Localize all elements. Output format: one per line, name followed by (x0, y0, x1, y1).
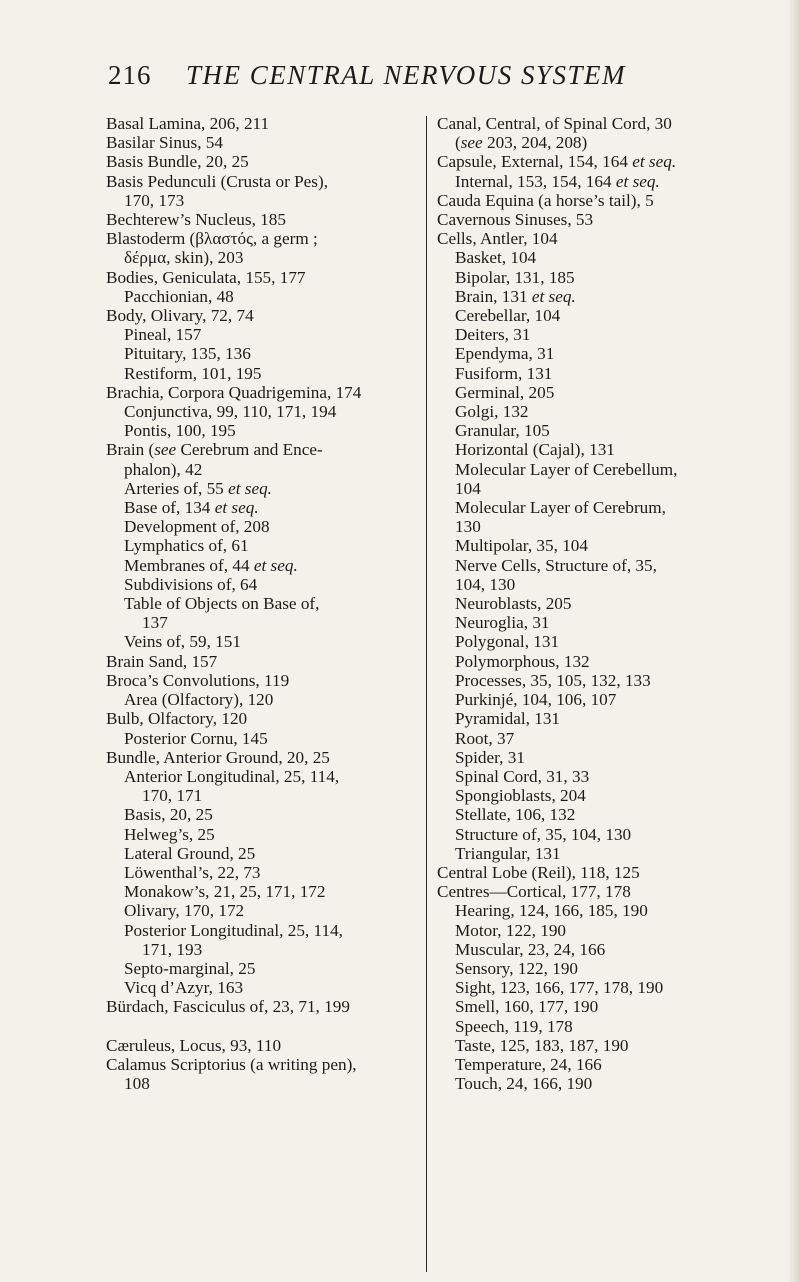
index-entry: Brain, 131 et seq. (455, 286, 576, 306)
index-entry: Central Lobe (Reil), 118, 125 (437, 862, 640, 882)
index-entry: Lymphatics of, 61 (124, 536, 249, 556)
index-entry: Bipolar, 131, 185 (455, 267, 575, 287)
index-entry: Bürdach, Fasciculus of, 23, 71, 199 (106, 997, 350, 1017)
index-entry: Pyramidal, 131 (455, 709, 561, 729)
index-entry: Membranes of, 44 et seq. (124, 555, 298, 575)
index-entry: Brain Sand, 157 (106, 651, 218, 671)
index-entry: Olivary, 170, 172 (124, 901, 245, 921)
index-entry: Basal Lamina, 206, 211 (106, 114, 270, 133)
index-entry: 130 (455, 517, 481, 537)
index-entry: Basis Pedunculi (Crusta or Pes), (106, 171, 328, 191)
index-entry: Bechterew’s Nucleus, 185 (106, 210, 286, 230)
index-entry: Muscular, 23, 24, 166 (455, 939, 606, 959)
index-entry: Bulb, Olfactory, 120 (106, 709, 248, 729)
index-column-left (106, 114, 416, 1093)
index-entry: 171, 193 (142, 939, 203, 959)
index-entry: Basis Bundle, 20, 25 (106, 152, 249, 172)
index-entry: Cæruleus, Locus, 93, 110 (106, 1035, 282, 1055)
index-entry: 108 (124, 1073, 150, 1093)
index-entry: Touch, 24, 166, 190 (455, 1074, 593, 1094)
index-entry: Conjunctiva, 99, 110, 171, 194 (124, 402, 337, 422)
page-header (0, 58, 800, 98)
index-entry: Neuroblasts, 205 (455, 594, 572, 614)
index-entry: Bodies, Geniculata, 155, 177 (106, 267, 306, 287)
index-entry: Cells, Antler, 104 (437, 229, 558, 249)
index-entry: Pacchionian, 48 (124, 286, 234, 306)
index-entry: 104, 130 (455, 574, 516, 594)
index-entry: Canal, Central, of Spinal Cord, 30 (437, 114, 672, 133)
index-entry: Posterior Cornu, 145 (124, 728, 268, 748)
index-entry: Subdivisions of, 64 (124, 574, 258, 594)
index-entry: Base of, 134 et seq. (124, 498, 259, 518)
index-entry: Polygonal, 131 (455, 632, 560, 652)
index-entry: Pineal, 157 (124, 325, 202, 345)
index-entry: Molecular Layer of Cerebellum, (455, 459, 678, 479)
index-entry: Development of, 208 (124, 517, 270, 537)
index-entry: Root, 37 (455, 728, 515, 748)
index-entry: Calamus Scriptorius (a writing pen), (106, 1054, 357, 1074)
index-entry: Lateral Ground, 25 (124, 843, 256, 863)
index-entry: Fusiform, 131 (455, 363, 553, 383)
index-entry: Body, Olivary, 72, 74 (106, 306, 254, 326)
index-entry: 104 (455, 478, 481, 498)
index-entry: Löwenthal’s, 22, 73 (124, 862, 261, 882)
index-entry: Multipolar, 35, 104 (455, 536, 588, 556)
index-column-right (437, 114, 775, 1093)
index-entry: Basket, 104 (455, 248, 537, 268)
index-entry: Golgi, 132 (455, 402, 529, 422)
index-entry: Anterior Longitudinal, 25, 114, (124, 766, 340, 786)
page-number: 216 (108, 60, 152, 90)
index-entry: Cauda Equina (a horse’s tail), 5 (437, 190, 654, 210)
index-entry: Germinal, 205 (455, 382, 555, 402)
index-entry: Area (Olfactory), 120 (124, 690, 274, 710)
index-entry: Broca’s Convolutions, 119 (106, 670, 290, 690)
index-entry: δέρμα, skin), 203 (124, 248, 244, 268)
index-entry: (see 203, 204, 208) (455, 133, 588, 153)
index-entry: Pituitary, 135, 136 (124, 344, 251, 364)
index-entry: Taste, 125, 183, 187, 190 (455, 1035, 629, 1055)
index-entry: Purkinjé, 104, 106, 107 (455, 690, 617, 710)
index-entry: Monakow’s, 21, 25, 171, 172 (124, 882, 326, 902)
index-entry: Deiters, 31 (455, 325, 531, 345)
index-entry: Pontis, 100, 195 (124, 421, 236, 441)
index-entry: Molecular Layer of Cerebrum, (455, 498, 666, 518)
index-entry: Hearing, 124, 166, 185, 190 (455, 901, 648, 921)
index-entry: Polymorphous, 132 (455, 651, 590, 671)
index-entry: Helweg’s, 25 (124, 824, 215, 844)
index-entry: phalon), 42 (124, 459, 203, 479)
index-entry: Nerve Cells, Structure of, 35, (455, 555, 657, 575)
index-entry: 170, 173 (124, 190, 185, 210)
index-gap (106, 1017, 416, 1036)
index-entry: Centres—Cortical, 177, 178 (437, 882, 631, 902)
index-entry: 137 (142, 613, 168, 633)
running-title: THE CENTRAL NERVOUS SYSTEM (186, 60, 627, 90)
index-entry: Structure of, 35, 104, 130 (455, 824, 632, 844)
index-entry: Ependyma, 31 (455, 344, 555, 364)
index-entry: Smell, 160, 177, 190 (455, 997, 599, 1017)
column-divider (426, 116, 427, 1272)
index-entry: Internal, 153, 154, 164 et seq. (455, 171, 660, 191)
index-entry: Granular, 105 (455, 421, 550, 441)
index-entry: Cerebellar, 104 (455, 306, 561, 326)
index-entry: Spongioblasts, 204 (455, 786, 586, 806)
index-entry: Basilar Sinus, 54 (106, 133, 223, 153)
index-entry: Posterior Longitudinal, 25, 114, (124, 920, 343, 940)
index-entry: 170, 171 (142, 786, 203, 806)
index-entry: Table of Objects on Base of, (124, 594, 320, 614)
index-entry: Sight, 123, 166, 177, 178, 190 (455, 978, 664, 998)
index-entry: Motor, 122, 190 (455, 920, 567, 940)
index-entry: Sensory, 122, 190 (455, 958, 579, 978)
index-entry: Blastoderm (βλαστός, a germ ; (106, 229, 318, 249)
index-entry: Brachia, Corpora Quadrigemina, 174 (106, 382, 362, 402)
index-entry: Basis, 20, 25 (124, 805, 213, 825)
index-entry: Triangular, 131 (455, 843, 561, 863)
index-entry: Capsule, External, 154, 164 et seq. (437, 152, 677, 172)
index-entry: Vicq d’Azyr, 163 (124, 978, 244, 998)
index-entry: Cavernous Sinuses, 53 (437, 210, 594, 230)
page-edge-shadow (788, 0, 800, 1282)
index-entry: Spinal Cord, 31, 33 (455, 766, 590, 786)
index-entry: Temperature, 24, 166 (455, 1054, 602, 1074)
index-entry: Arteries of, 55 et seq. (124, 478, 272, 498)
index-entry: Bundle, Anterior Ground, 20, 25 (106, 747, 330, 767)
index-entry: Septo-marginal, 25 (124, 958, 256, 978)
index-entry: Horizontal (Cajal), 131 (455, 440, 615, 460)
index-entry: Speech, 119, 178 (455, 1016, 573, 1036)
index-entry: Processes, 35, 105, 132, 133 (455, 670, 651, 690)
index-entry: Stellate, 106, 132 (455, 805, 576, 825)
index-entry: Spider, 31 (455, 747, 525, 767)
index-entry: Veins of, 59, 151 (124, 632, 241, 652)
index-entry: Restiform, 101, 195 (124, 363, 262, 383)
index-entry: Brain (see Cerebrum and Ence- (106, 440, 323, 460)
index-entry: Neuroglia, 31 (455, 613, 550, 633)
